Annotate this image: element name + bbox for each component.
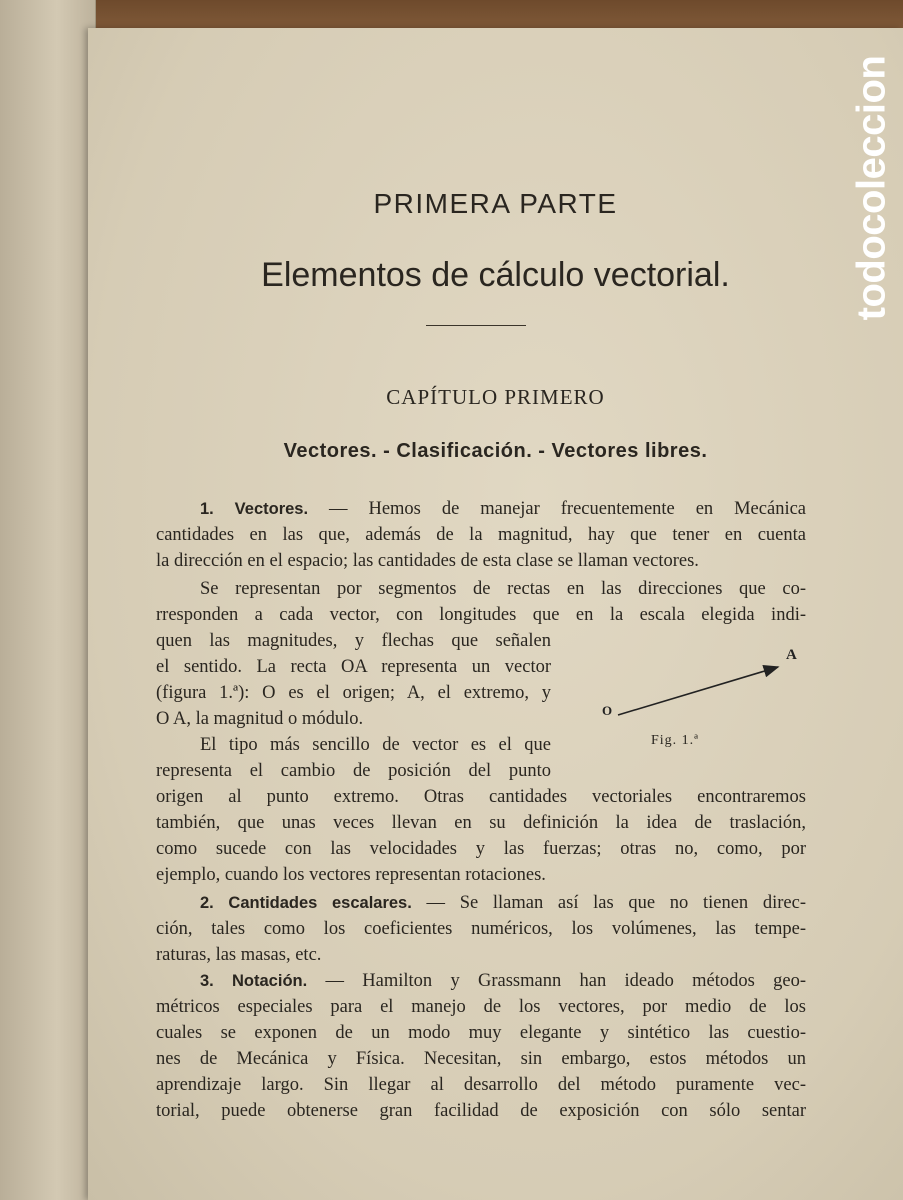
paragraph-1-lead: 1. Vectores. xyxy=(200,500,309,518)
paragraph-2-line-4: el sentido. La recta OA representa un vector xyxy=(156,657,551,677)
paragraph-5-line-3: cuales se exponen de un modo muy elegante y sintético las cuestio- xyxy=(156,1023,806,1043)
paragraph-2-line-6: O A, la magnitud o módulo. xyxy=(156,709,364,729)
paragraph-4-line-1: 2. Cantidades escalares. — Se llaman así las que no tienen direc- xyxy=(200,893,806,913)
paragraph-2-line-3: quen las magnitudes, y flechas que señalen xyxy=(156,631,551,651)
paragraph-1-line-1: 1. Vectores. — Hemos de manejar frecuentemente en Mecánica xyxy=(200,499,807,519)
figure-label-a: A xyxy=(786,647,797,663)
paragraph-2-line-2: rresponden a cada vector, con longitudes que en la escala elegida indi- xyxy=(156,605,806,625)
paragraph-5-line-5: aprendizaje largo. Sin llegar al desarrollo del método puramente vec- xyxy=(156,1075,806,1095)
watermark-logo: todocoleccion xyxy=(849,55,894,321)
figure-label-o: O xyxy=(602,703,613,718)
paragraph-5-line-4: nes de Mecánica y Física. Necesitan, sin embargo, estos métodos un xyxy=(156,1049,806,1069)
vector-arrow xyxy=(618,667,778,715)
paragraph-1-line-2: cantidades en las que, además de la magnitud, hay que tener en cuenta xyxy=(156,525,806,545)
paragraph-5-line-2: métricos especiales para el manejo de los vectores, por medio de los xyxy=(156,997,806,1017)
paragraph-2-line-1: Se representan por segmentos de rectas en las direcciones que co- xyxy=(200,579,806,599)
paragraph-1-line-3: la dirección en el espacio; las cantidades de esta clase se llaman vectores. xyxy=(156,551,699,571)
paragraph-5-line-1: 3. Notación. — Hamilton y Grassmann han ideado métodos geo- xyxy=(200,971,806,991)
book-page xyxy=(88,28,903,1200)
paragraph-2-line-5: (figura 1.ª): O es el origen; A, el extremo, y xyxy=(156,683,551,703)
paragraph-4-line-2: ción, tales como los coeficientes numéricos, los volúmenes, las tempe- xyxy=(156,919,806,939)
paragraph-4-lead: 2. Cantidades escalares. xyxy=(200,894,412,912)
paragraph-3-line-5: como sucede con las velocidades y las fuerzas; otras no, como, por xyxy=(156,839,806,859)
paragraph-5-line-6: torial, puede obtenerse gran facilidad de exposición con sólo sentar xyxy=(156,1101,806,1121)
chapter-title: CAPÍTULO PRIMERO xyxy=(386,385,605,409)
paragraph-3-line-2: representa el cambio de posición del punto xyxy=(156,761,551,781)
part-subtitle: Elementos de cálculo vectorial. xyxy=(261,256,730,294)
paragraph-3-line-6: ejemplo, cuando los vectores representan rotaciones. xyxy=(156,865,546,885)
section-heading: Vectores. - Clasificación. - Vectores libres. xyxy=(283,440,708,462)
paragraph-4-line-3: raturas, las masas, etc. xyxy=(156,945,322,965)
left-page-edge xyxy=(0,0,96,1200)
paragraph-3-line-3: origen al punto extremo. Otras cantidades vectoriales encontraremos xyxy=(156,787,806,807)
divider-rule xyxy=(426,325,526,326)
figure-caption: Fig. 1.ª xyxy=(651,733,700,748)
paragraph-3-line-4: también, que unas veces llevan en su definición la idea de traslación, xyxy=(156,813,806,833)
paragraph-3-line-1: El tipo más sencillo de vector es el que xyxy=(200,735,551,755)
part-title: PRIMERA PARTE xyxy=(373,188,618,219)
paragraph-5-lead: 3. Notación. xyxy=(200,972,308,990)
